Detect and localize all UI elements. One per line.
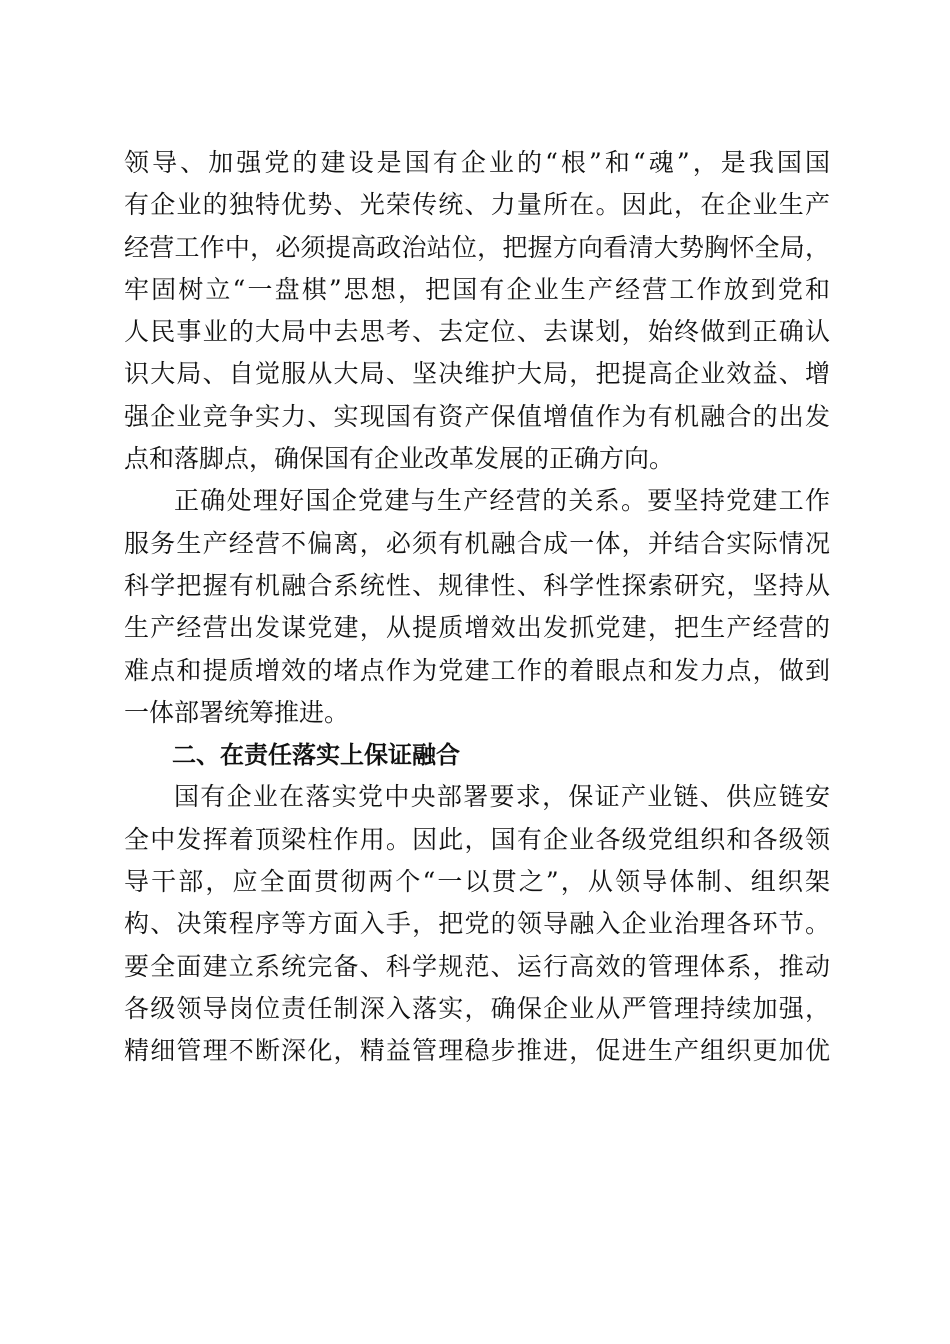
text-line: 点和落脚点，确保国有企业改革发展的正确方向。 — [124, 444, 675, 474]
text-line: 难点和提质增效的堵点作为党建工作的着眼点和发力点，做到 — [124, 655, 830, 685]
section-heading — [124, 734, 830, 776]
text-line: 科学把握有机融合系统性、规律性、科学性探索研究，坚持从 — [124, 570, 830, 600]
text-line: 一体部署统筹推进。 — [124, 697, 350, 727]
text-line: 服务生产经营不偏离，必须有机融合成一体，并结合实际情况 — [124, 528, 830, 558]
text-line: 有企业的独特优势、光荣传统、力量所在。因此，在企业生产 — [124, 190, 830, 220]
text-line: 构、决策程序等方面入手，把党的领导融入企业治理各环节。 — [124, 909, 830, 939]
text-line: 各级领导岗位责任制深入落实，确保企业从严管理持续加强， — [124, 993, 830, 1023]
paragraph — [124, 142, 830, 480]
paragraph — [124, 776, 830, 1072]
heading-text: 二、在责任落实上保证融合 — [172, 741, 460, 770]
text-line: 正确处理好国企党建与生产经营的关系。要坚持党建工作 — [174, 486, 830, 516]
text-line: 牢固树立“一盘棋”思想，把国有企业生产经营工作放到党和 — [124, 274, 830, 304]
text-line: 强企业竞争实力、实现国有资产保值增值作为有机融合的出发 — [124, 401, 830, 431]
text-line: 生产经营出发谋党建，从提质增效出发抓党建，把生产经营的 — [124, 613, 830, 643]
text-line: 人民事业的大局中去思考、去定位、去谋划，始终做到正确认 — [124, 317, 830, 347]
paragraph — [124, 480, 830, 734]
text-line: 全中发挥着顶梁柱作用。因此，国有企业各级党组织和各级领 — [124, 824, 830, 854]
text-line: 识大局、自觉服从大局、坚决维护大局，把提高企业效益、增 — [124, 359, 830, 389]
text-line: 导干部，应全面贯彻两个“一以贯之”，从领导体制、组织架 — [124, 867, 830, 897]
document-body — [124, 142, 830, 1073]
text-line: 精细管理不断深化，精益管理稳步推进，促进生产组织更加优 — [124, 1036, 830, 1066]
text-line: 国有企业在落实党中央部署要求，保证产业链、供应链安 — [174, 782, 830, 812]
text-line: 领导、加强党的建设是国有企业的“根”和“魂”，是我国国 — [124, 148, 830, 177]
text-line: 经营工作中，必须提高政治站位，把握方向看清大势胸怀全局， — [124, 232, 830, 262]
text-line: 要全面建立系统完备、科学规范、运行高效的管理体系，推动 — [124, 951, 830, 981]
